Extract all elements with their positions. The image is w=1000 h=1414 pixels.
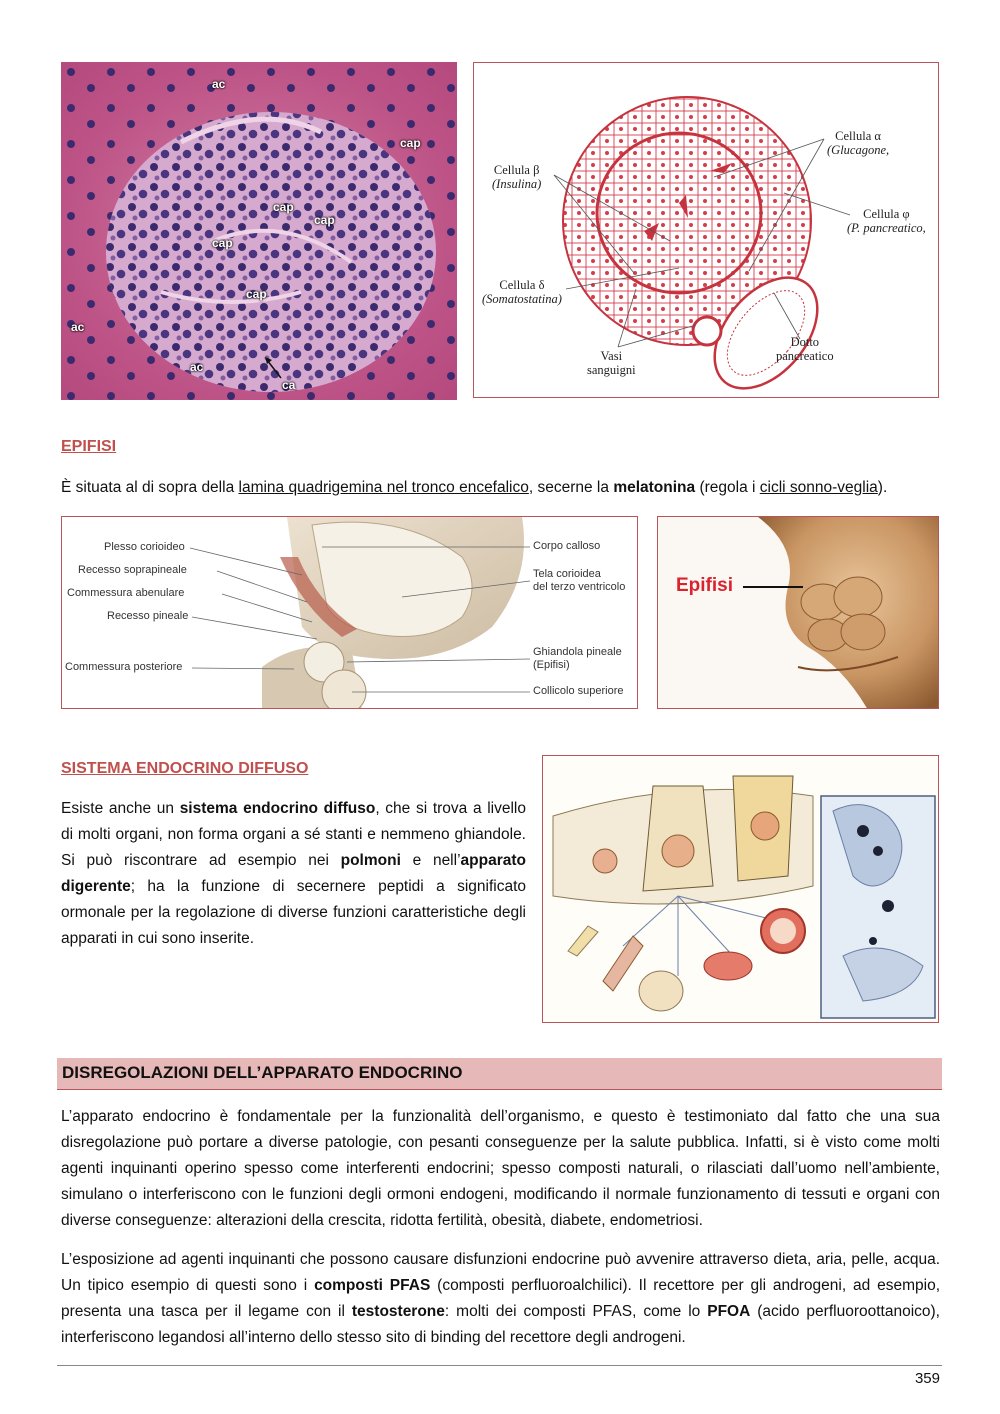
- label-recesso-pineale: Recesso pineale: [107, 610, 189, 622]
- histology-label-capillary: cap: [246, 287, 267, 301]
- epifisi-photo: [657, 516, 939, 709]
- epifisi-photo-label: Epifisi: [676, 575, 734, 596]
- label-cellula-delta: Cellula δ (Somatostatina): [482, 278, 562, 306]
- histology-label-acini: ac: [71, 320, 85, 334]
- label-corpo-calloso: Corpo calloso: [533, 540, 601, 552]
- label-cellula-alpha: Cellula α (Glucagone,: [827, 129, 890, 157]
- label-cellula-beta: Cellula β (Insulina): [492, 163, 542, 191]
- disregolazioni-paragraph-2: L’esposizione ad agenti inquinanti che possono causare disfunzioni endocrine può avvenire attraverso dieta, aria, pelle, acqua. Un tipico esempio di questi sono i composti PFAS (composti perfluoroalchilici). Il recettore per gli androgeni, ad esempio, presenta una tasca per il legame con il testosterone: molti dei composti PFAS, come lo PFOA (acido perfluoroottanoico), interferiscono legandosi all’interno dello stesso sito di binding del recettore degli androgeni.: [61, 1251, 940, 1346]
- label-dotto-pancreatico: Dotto pancreatico: [776, 335, 834, 363]
- diffuse-endocrine-drawing: [543, 756, 939, 1023]
- label-vasi-sanguigni: Vasi sanguigni: [587, 349, 636, 377]
- epifisi-3d-drawing: [658, 517, 939, 709]
- disregolazioni-paragraph-1: L’apparato endocrino è fondamentale per la funzionalità dell’organismo, e questo è testimoniato dal fatto che una sua disregolazione può portare a diverse patologie, con pesanti conseguenze per la salute pubblica. Infatti, si è visto come molti agenti inquinanti operino spesso come interferenti endocrini; spesso composti naturali, o rilasciati dall’uomo nell’ambiente, simulano o interferiscono con le funzioni degli ormoni endogeni, modificando il normale funzionamento di tessuti e organi con diverse conseguenze: alterazioni della crescita, ridotta fertilità, obesità, diabete, endometriosi.: [61, 1108, 940, 1229]
- label-collicolo-superiore: Collicolo superiore: [533, 685, 624, 697]
- histology-label-capillary: cap: [273, 200, 294, 214]
- epifisi-paragraph: È situata al di sopra della lamina quadrigemina nel tronco encefalico, secerne la melatonina (regola i cicli sonno-veglia).: [61, 479, 888, 496]
- section-heading-diffuso: SISTEMA ENDOCRINO DIFFUSO: [61, 760, 309, 777]
- diffuse-endocrine-illustration: [542, 755, 939, 1023]
- histology-image: [61, 62, 457, 400]
- histology-label-acini: ac: [190, 360, 204, 374]
- histology-label-ca: ca: [282, 378, 296, 392]
- link-cicli-sonno-veglia: cicli sonno-veglia: [759, 479, 878, 496]
- label-tela-corioidea: Tela corioidea del terzo ventricolo: [533, 568, 626, 593]
- pineal-anatomy-diagram: [61, 516, 638, 709]
- histology-label-capillary: cap: [212, 236, 233, 250]
- label-commessura-abenulare: Commessura abenulare: [67, 587, 185, 599]
- section-bar-disregolazioni: [57, 1058, 942, 1090]
- section-title-disregolazioni: DISREGOLAZIONI DELL’APPARATO ENDOCRINO: [62, 1063, 463, 1082]
- link-lamina-quadrigemina: lamina quadrigemina nel tronco encefalico: [238, 479, 529, 496]
- footer-divider: [57, 1365, 942, 1366]
- label-ghiandola-pineale: Ghiandola pineale (Epifisi): [533, 646, 622, 671]
- diffuso-paragraph: Esiste anche un sistema endocrino diffuso, che si trova a livello di molti organi, non forma organi a sé stanti e nemmeno ghiandole. Si può riscontrare ad esempio nei polmoni e nell’apparato digerente; ha la funzione di secernere peptidi a significato ormonale per la regolazione di diverse funzioni caratteristiche degli apparati in cui sono inserite.: [61, 800, 526, 947]
- histology-texture: [61, 62, 457, 400]
- label-cellula-phi: Cellula φ (P. pancreatico,: [847, 207, 926, 235]
- label-recesso-soprapineale: Recesso soprapineale: [78, 564, 187, 576]
- islet-diagram: [473, 62, 939, 398]
- histology-label-acini: ac: [212, 77, 226, 91]
- page-number: 359: [914, 1370, 940, 1387]
- label-commessura-posteriore: Commessura posteriore: [65, 661, 183, 673]
- label-plesso-corioideo: Plesso corioideo: [104, 541, 185, 553]
- section-heading-epifisi: EPIFISI: [61, 438, 117, 455]
- histology-label-capillary: cap: [314, 213, 335, 227]
- histology-label-capillary: cap: [400, 136, 421, 150]
